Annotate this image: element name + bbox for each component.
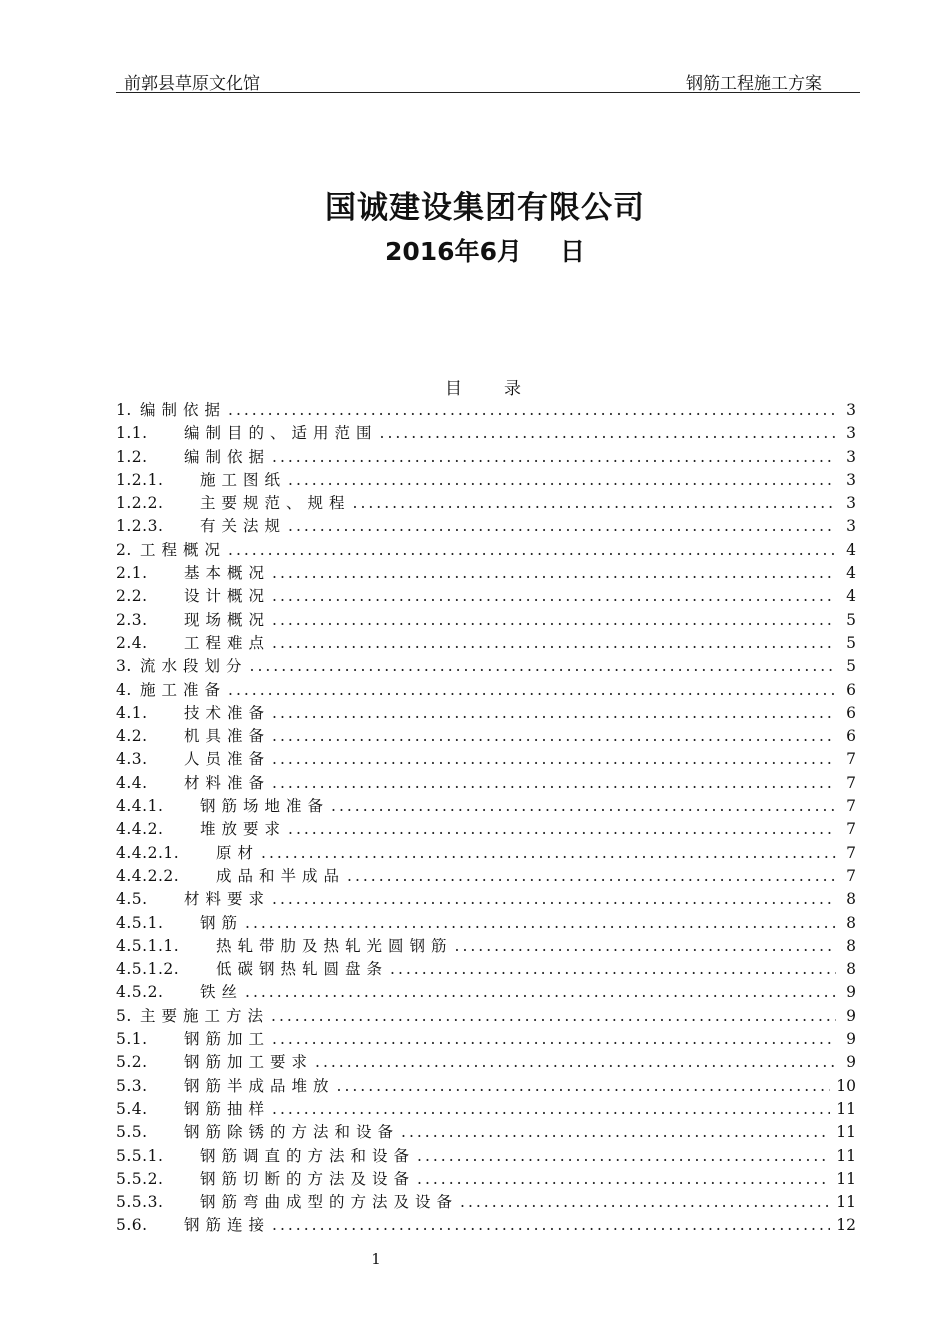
toc-entry[interactable] xyxy=(116,1027,856,1050)
toc-leader-dots xyxy=(272,564,836,582)
toc-entry-page: 8 xyxy=(846,936,856,955)
toc-entry-title: 编制依据 xyxy=(184,447,271,466)
toc-entry-title: 材料要求 xyxy=(184,890,271,909)
toc-entry-number: 3. xyxy=(116,657,132,676)
toc-entry-title: 施工准备 xyxy=(140,680,227,699)
toc-entry[interactable] xyxy=(116,817,856,840)
toc-entry[interactable] xyxy=(116,631,856,654)
toc-entry-number: 4.5. xyxy=(116,890,148,909)
toc-entry-number: 2.2. xyxy=(116,587,148,606)
toc-leader-dots xyxy=(380,424,836,442)
header-project-name: 前郭县草原文化馆 xyxy=(124,74,260,94)
toc-leader-dots xyxy=(315,1053,836,1071)
toc-entry-page: 11 xyxy=(836,1193,856,1212)
toc-entry-page: 8 xyxy=(846,960,856,979)
toc-leader-dots xyxy=(272,750,836,768)
toc-entry-title: 人员准备 xyxy=(184,750,271,769)
toc-entry-page: 11 xyxy=(836,1123,856,1142)
toc-entry-title: 编制目的、适用范围 xyxy=(184,424,378,443)
toc-entry-title: 流水段划分 xyxy=(140,657,248,676)
toc-entry-title: 钢筋加工要求 xyxy=(184,1053,314,1072)
toc-entry-title: 材料准备 xyxy=(184,773,271,792)
toc-entry-title: 钢筋半成品堆放 xyxy=(184,1076,335,1095)
toc-entry[interactable] xyxy=(116,468,856,491)
toc-entry-page: 7 xyxy=(846,843,856,862)
toc-leader-dots xyxy=(272,1030,836,1048)
toc-entry-title: 钢筋 xyxy=(200,913,244,932)
toc-entry-page: 4 xyxy=(846,540,856,559)
toc-leader-dots xyxy=(455,937,836,955)
toc-leader-dots xyxy=(271,1007,836,1025)
toc-entry[interactable] xyxy=(116,398,856,421)
toc-entry-page: 3 xyxy=(846,470,856,489)
toc-entry[interactable] xyxy=(116,421,856,444)
toc-entry-page: 11 xyxy=(836,1099,856,1118)
toc-entry-title: 机具准备 xyxy=(184,727,271,746)
toc-entry-number: 4.4.1. xyxy=(116,797,164,816)
toc-entry-page: 6 xyxy=(846,727,856,746)
toc-entry-number: 5.5. xyxy=(116,1123,148,1142)
toc-entry-number: 4.5.2. xyxy=(116,983,164,1002)
toc-entry-page: 7 xyxy=(846,820,856,839)
date-day: 日 xyxy=(559,237,585,266)
toc-entry-title: 钢筋调直的方法和设备 xyxy=(200,1146,416,1165)
toc-entry[interactable] xyxy=(116,701,856,724)
toc-heading-char-2: 录 xyxy=(504,379,521,399)
toc-entry-number: 4.4.2.1. xyxy=(116,843,180,862)
toc-entry-number: 1.1. xyxy=(116,424,148,443)
toc-entry-title: 有关法规 xyxy=(200,517,287,536)
toc-entry-number: 2.3. xyxy=(116,610,148,629)
toc-entry[interactable] xyxy=(116,911,856,934)
toc-leader-dots xyxy=(272,611,836,629)
toc-entry-title: 钢筋加工 xyxy=(184,1030,271,1049)
toc-entry-number: 5.4. xyxy=(116,1099,148,1118)
toc-entry-number: 5.1. xyxy=(116,1030,148,1049)
toc-leader-dots xyxy=(337,1077,831,1095)
toc-leader-dots xyxy=(272,448,836,466)
toc-entry-number: 1.2.2. xyxy=(116,494,164,513)
toc-leader-dots xyxy=(228,681,836,699)
toc-entry-number: 5.6. xyxy=(116,1216,148,1235)
toc-entry-number: 4.2. xyxy=(116,727,148,746)
toc-entry-page: 4 xyxy=(846,587,856,606)
toc-entry[interactable] xyxy=(116,538,856,561)
toc-leader-dots xyxy=(272,1216,830,1234)
toc-leader-dots xyxy=(417,1147,830,1165)
toc-entry[interactable] xyxy=(116,864,856,887)
toc-entry-number: 4.3. xyxy=(116,750,148,769)
toc-leader-dots xyxy=(245,914,836,932)
toc-entry[interactable] xyxy=(116,771,856,794)
toc-entry[interactable] xyxy=(116,887,856,910)
toc-leader-dots xyxy=(331,797,836,815)
toc-entry-page: 4 xyxy=(846,564,856,583)
toc-entry-title: 钢筋场地准备 xyxy=(200,797,330,816)
page-number: 1 xyxy=(371,1250,381,1268)
document-date xyxy=(0,232,950,268)
toc-entry-number: 4.4. xyxy=(116,773,148,792)
toc-leader-dots xyxy=(261,844,836,862)
toc-leader-dots xyxy=(288,820,836,838)
header-document-name: 钢筋工程施工方案 xyxy=(686,74,822,94)
toc-leader-dots xyxy=(272,890,836,908)
toc-entry[interactable] xyxy=(116,1167,856,1190)
toc-entry-page: 5 xyxy=(846,633,856,652)
toc-entry-page: 12 xyxy=(836,1216,856,1235)
toc-entry-title: 主要规范、规程 xyxy=(200,494,351,513)
toc-entry[interactable] xyxy=(116,724,856,747)
toc-entry-page: 5 xyxy=(846,657,856,676)
toc-entry-page: 9 xyxy=(846,983,856,1002)
toc-entry[interactable] xyxy=(116,1097,856,1120)
toc-entry-title: 铁丝 xyxy=(200,983,244,1002)
toc-entry[interactable] xyxy=(116,584,856,607)
toc-entry[interactable] xyxy=(116,608,856,631)
toc-entry-number: 5. xyxy=(116,1006,132,1025)
toc-leader-dots xyxy=(272,727,836,745)
toc-leader-dots xyxy=(228,401,836,419)
toc-entry-number: 5.3. xyxy=(116,1076,148,1095)
toc-entry-title: 堆放要求 xyxy=(200,820,287,839)
toc-entry-title: 钢筋弯曲成型的方法及设备 xyxy=(200,1193,459,1212)
toc-entry-page: 10 xyxy=(836,1076,856,1095)
toc-entry-title: 热轧带肋及热轧光圆钢筋 xyxy=(216,936,453,955)
toc-entry-title: 施工图纸 xyxy=(200,470,287,489)
toc-entry[interactable] xyxy=(116,1120,856,1143)
toc-entry-page: 8 xyxy=(846,913,856,932)
toc-entry-page: 9 xyxy=(846,1006,856,1025)
toc-leader-dots xyxy=(288,471,836,489)
toc-entry[interactable] xyxy=(116,957,856,980)
toc-entry-number: 5.5.3. xyxy=(116,1193,164,1212)
toc-leader-dots xyxy=(353,494,836,512)
toc-entry-page: 7 xyxy=(846,797,856,816)
toc-entry[interactable] xyxy=(116,747,856,770)
toc-leader-dots xyxy=(347,867,836,885)
toc-entry-number: 5.2. xyxy=(116,1053,148,1072)
toc-entry-number: 2.1. xyxy=(116,564,148,583)
toc-entry[interactable] xyxy=(116,1190,856,1213)
company-title: 国诚建设集团有限公司 xyxy=(325,190,645,226)
toc-entry-page: 3 xyxy=(846,401,856,419)
toc-entry[interactable] xyxy=(116,654,856,677)
toc-entry-title: 钢筋除锈的方法和设备 xyxy=(184,1123,400,1142)
toc-entry[interactable] xyxy=(116,841,856,864)
toc-entry[interactable] xyxy=(116,1004,856,1027)
toc-leader-dots xyxy=(272,1100,830,1118)
toc-entry-title: 成品和半成品 xyxy=(216,866,346,885)
toc-heading-char-1: 目 xyxy=(445,379,462,399)
toc-entry-number: 4.4.2.2. xyxy=(116,866,180,885)
toc-entry[interactable] xyxy=(116,1050,856,1073)
toc-entry-number: 1.2. xyxy=(116,447,148,466)
toc-entry[interactable] xyxy=(116,794,856,817)
toc-entry-page: 6 xyxy=(846,680,856,699)
toc-entry-number: 2.4. xyxy=(116,633,148,652)
toc-entry-title: 编制依据 xyxy=(140,401,227,419)
toc-entry-page: 3 xyxy=(846,424,856,443)
toc-leader-dots xyxy=(272,634,836,652)
toc-entry-page: 7 xyxy=(846,866,856,885)
toc-entry-number: 4. xyxy=(116,680,132,699)
toc-entry-number: 4.4.2. xyxy=(116,820,164,839)
toc-entry-number: 1.2.1. xyxy=(116,470,164,489)
toc-leader-dots xyxy=(272,774,836,792)
page-header xyxy=(116,68,860,93)
toc-entry-number: 1.2.3. xyxy=(116,517,164,536)
toc-entry[interactable] xyxy=(116,514,856,537)
toc-entry-page: 11 xyxy=(836,1169,856,1188)
toc-entry-page: 7 xyxy=(846,750,856,769)
toc-entry-title: 工程难点 xyxy=(184,633,271,652)
toc-heading xyxy=(0,374,950,399)
toc-entry-number: 4.5.1.1. xyxy=(116,936,180,955)
toc-entry-number: 4.1. xyxy=(116,703,148,722)
toc-entry-page: 11 xyxy=(836,1146,856,1165)
toc-leader-dots xyxy=(417,1170,830,1188)
toc-leader-dots xyxy=(460,1193,830,1211)
toc-entry-title: 技术准备 xyxy=(184,703,271,722)
toc-leader-dots xyxy=(401,1123,830,1141)
toc-leader-dots xyxy=(390,960,836,978)
toc-leader-dots xyxy=(245,983,836,1001)
toc-entry-number: 5.5.2. xyxy=(116,1169,164,1188)
toc-entry-title: 低碳钢热轧圆盘条 xyxy=(216,960,389,979)
toc-leader-dots xyxy=(228,541,836,559)
toc-entry-title: 钢筋连接 xyxy=(184,1216,271,1235)
toc-entry-page: 8 xyxy=(846,890,856,909)
toc-entry-page: 6 xyxy=(846,703,856,722)
toc-entry[interactable] xyxy=(116,561,856,584)
toc-entry-title: 钢筋切断的方法及设备 xyxy=(200,1169,416,1188)
date-year-month: 2016年6月 xyxy=(385,237,522,266)
toc-entry-number: 1. xyxy=(116,401,132,419)
toc-leader-dots xyxy=(250,657,836,675)
table-of-contents xyxy=(116,398,856,1237)
toc-entry-page: 9 xyxy=(846,1053,856,1072)
toc-entry-number: 4.5.1.2. xyxy=(116,960,180,979)
toc-entry[interactable] xyxy=(116,980,856,1003)
toc-entry[interactable] xyxy=(116,1213,856,1236)
toc-entry[interactable] xyxy=(116,1074,856,1097)
toc-entry-title: 基本概况 xyxy=(184,564,271,583)
toc-entry-page: 7 xyxy=(846,773,856,792)
toc-entry-page: 3 xyxy=(846,517,856,536)
toc-entry[interactable] xyxy=(116,934,856,957)
toc-entry-page: 9 xyxy=(846,1030,856,1049)
toc-entry-title: 工程概况 xyxy=(140,540,227,559)
toc-entry-title: 设计概况 xyxy=(184,587,271,606)
toc-leader-dots xyxy=(272,587,836,605)
toc-entry[interactable] xyxy=(116,491,856,514)
toc-entry-page: 3 xyxy=(846,494,856,513)
toc-entry-title: 主要施工方法 xyxy=(140,1006,270,1025)
toc-entry[interactable] xyxy=(116,1144,856,1167)
toc-entry-number: 2. xyxy=(116,540,132,559)
toc-entry[interactable] xyxy=(116,678,856,701)
toc-entry-title: 现场概况 xyxy=(184,610,271,629)
toc-entry[interactable] xyxy=(116,445,856,468)
toc-leader-dots xyxy=(288,517,836,535)
toc-entry-page: 5 xyxy=(846,610,856,629)
toc-entry-page: 3 xyxy=(846,447,856,466)
toc-entry-number: 4.5.1. xyxy=(116,913,164,932)
toc-entry-title: 钢筋抽样 xyxy=(184,1099,271,1118)
toc-entry-number: 5.5.1. xyxy=(116,1146,164,1165)
toc-entry-title: 原材 xyxy=(216,843,260,862)
toc-leader-dots xyxy=(272,704,836,722)
